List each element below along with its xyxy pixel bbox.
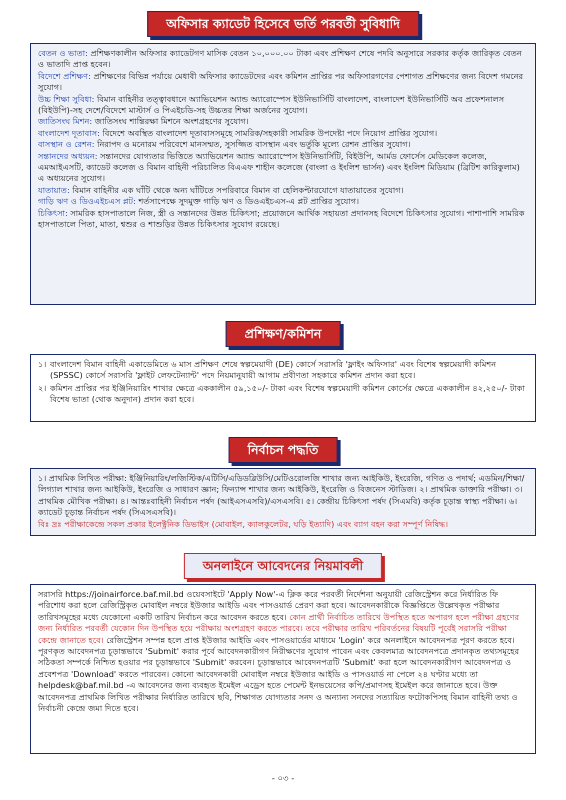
- training-item: ১। বাংলাদেশ বিমান বাহিনী একাডেমিতে ৬ মাস প্রশিক্ষণ শেষে স্বল্পমেয়াদী (DE) কোর্সে সরাসরি 'ফ্লাইং অফিসার' এবং বিশেষ স্বল্পমেয়াদী কমিশন (SPSSC) কোর্সে সরাসরি 'ফ্লাইট লেফটেন্যান্ট' পদে নিয়মানুযায়ী আগাম প্রবীণতা সহকারে কমিশন প্রদান করা হবে।: [38, 359, 497, 381]
- benefit-item: সন্তানদের অধ্যয়ন: সন্তানদের যোগ্যতার ভিত্তিতে অ্যাভিয়েশন অ্যান্ড অ্যারোস্পেস ইউনিভার্সিটি, বিইউপি, আর্মড ফোর্সেস মেডিকেল কলেজ, এমআইএসটি, ক্যাডেট কলেজ ও বিমান বাহিনী পরিচালিত বিএএফ শাহীন কলেজে (বাংলা ও ইংলিশ ভার্সন) এবং ইংলিশ মিডিয়াম (ব্রিটিশ কারিকুলাম) এ অধ্যয়নের সুযোগ।: [38, 150, 520, 184]
- benefit-item: যাতায়াত: বিমান বাহিনীর এক ঘাঁটি থেকে অন্য ঘাঁটিতে সপরিবারে বিমান বা হেলিকপ্টারযোগে যাতায়াতের সুযোগ।: [38, 184, 404, 195]
- benefit-item: গাড়ি ঋণ ও ডিওএইচএস প্লট: শর্তসাপেক্ষে সুদমুক্ত গাড়ি ঋণ ও ডিওএইচএস-এ প্লট প্রাপ্তির সুযোগ।: [38, 196, 360, 207]
- section-title-online-application: অনলাইনে আবেদনের নিয়মাবলী: [184, 553, 382, 579]
- page-number: - ০৩ -: [271, 774, 295, 784]
- benefit-item: উচ্চ শিক্ষা সুবিধা: বিমান বাহিনীর তত্ত্বাবধানে অ্যাভিয়েশন অ্যান্ড অ্যারোস্পেস ইউনিভার্সিটি বাংলাদেশ, বাংলাদেশ ইউনিভার্সিটি অব প্রফেশনালস (বিইউপি)-সহ দেশে/বিদেশে মাস্টার্স ও পিএইচডি-সহ উচ্চতর শিক্ষা অর্জনের সুযোগ।: [38, 93, 505, 116]
- application-warning: কোন প্রার্থী নির্বাচিত তারিখে উপস্থিত হতে অপারগ হলে পরীক্ষা গ্রহণের জন্য নির্ধারিত পরবর্তী যেকোন দিন উপস্থিত হয়ে পরীক্ষায় অংশগ্রহণ করতে পারবে। তবে পরীক্ষার তারিখ পরিবর্তনের বিষয়টি পূর্বেই সরাসরি পরীক্ষা কেন্দ্রে জানাতে হবে।: [38, 611, 520, 645]
- benefit-item: চিকিৎসা: সামরিক হাসপাতালে নিজ, স্ত্রী ও সন্তানদের উন্নত চিকিৎসা; প্রয়োজনে আর্থিক সহায়তা প্রদানসহ বিদেশে চিকিৎসার সুযোগ। পাশাপাশি সামরিক হাসপাতালে পিতা, মাতা, শ্বশুর ও শাশুড়ির উন্নত চিকিৎসার সুযোগ রয়েছে।: [38, 207, 525, 230]
- benefits-box: [30, 43, 536, 305]
- training-item: ২। কমিশন প্রাপ্তির পর ইঞ্জিনিয়ারিং শাখার ক্ষেত্রে এককালীন ৫৯,১৫০/- টাকা এবং বিশেষ স্বল্পমেয়াদী কমিশন কোর্সের ক্ষেত্রে এককালীন ৪২,২৫০/- টাকা বিশেষ ভাতা (থোক অনুদান) প্রদান করা হবে।: [38, 382, 525, 405]
- benefit-item: বাসস্থান ও রেশন: নিরাপদ ও মনোরম পরিবেশে মানসম্মত, সুসজ্জিত বাসস্থান এবং ভর্তুকি মূল্যে রেশন প্রাপ্তির সুযোগ।: [38, 139, 411, 150]
- benefit-item: বেতন ও ভাতা: প্রশিক্ষণকালীন অফিসার ক্যাডেটগণ মাসিক বেতন ১০,০০০.০০ টাকা এবং প্রশিক্ষণ শেষে পদবি অনুসারে সরকার কর্তৃক জারিকৃত বেতন ও ভাতাদি প্রাপ্ত হবেন।: [38, 48, 522, 70]
- benefit-item: বিদেশে প্রশিক্ষণ: প্রশিক্ষণের বিভিন্ন পর্যায়ে মেধাবী অফিসার ক্যাডেটদের এবং কমিশন প্রাপ্তির পর অফিসারগণের পেশাগত প্রশিক্ষণের জন্য বিদেশ গমনের সুযোগ।: [38, 70, 524, 93]
- section-title-selection: নির্বাচন পদ্ধতি: [229, 437, 338, 463]
- selection-box: [30, 468, 536, 536]
- selection-steps: ১। প্রাথমিক লিখিত পরীক্ষা: ইঞ্জিনিয়ারিং/লজিস্টিক/এটিসি/এডিডব্লিউসি/মেটিওরোলজি শাখার জন্য আইকিউ, ইংরেজি, গণিত ও পদার্থ; এডমিন/শিক্ষা/লিগ্যাল শাখার জন্য আইকিউ, ইংরেজি ও সাধারণ জ্ঞান; ফিন্যান্স শাখার জন্য আইকিউ, ইংরেজি ও বিজনেস স্টাডিজ। ২। প্রাথমিক ডাক্তারি পরীক্ষা। ৩। প্রাথমিক মৌখিক পরীক্ষা। ৪। আন্তঃবাহিনী নির্বাচন পর্ষদ (আইএসএসবি)/এসএসবি। ৫। কেন্দ্রীয় চিকিৎসা পর্ষদ (সিএমবি) কর্তৃক চূড়ান্ত স্বাস্থ্য পরীক্ষা। ৬। ক্যাডেট চূড়ান্ত নির্বাচন পর্ষদ (সিএসএসবি)।: [38, 473, 525, 518]
- application-box: [30, 584, 536, 754]
- application-text: সরাসরি https://joinairforce.baf.mil.bd ওয়েবসাইটে 'Apply Now'-এ ক্লিক করে পরবর্তী নির্দেশনা অনুযায়ী রেজিস্ট্রেশন করে নির্ধারিত ফি পরিশোধ করা হলে রেজিস্ট্রিকৃত মোবাইল নম্বরে ইউজার আইডি এবং পাসওয়ার্ড প্রেরণ করা হবে। আবেদনকারীকে বিজ্ঞপ্তিতে উল্লেখকৃত পরীক্ষার তারিখসমূহের মধ্যে যেকোনো একটি তারিখ নির্বাচন করে আবেদন করতে হবে। কোন প্রার্থী নির্বাচিত তারিখে উপস্থিত হতে অপারগ হলে পরীক্ষা গ্রহণের জন্য নির্ধারিত পরবর্তী যেকোন দিন উপস্থিত হয়ে পরীক্ষায় অংশগ্রহণ করতে পারবে। তবে পরীক্ষার তারিখ পরিবর্তনের বিষয়টি পূর্বেই সরাসরি পরীক্ষা কেন্দ্রে জানাতে হবে। রেজিস্ট্রেশন সম্পন্ন হলে প্রাপ্ত ইউজার আইডি এবং পাসওয়ার্ডের মাধ্যমে 'Login' করে অনলাইনে আবেদনপত্র পূরণ করতে হবে। পূরণকৃত আবেদনপত্র চূড়ান্তভাবে 'Submit' করার পূর্বে আবেদনকারীগণ নিরীক্ষণের সুযোগ পাবেন এবং কেবলমাত্র আবেদনপত্রে প্রদানকৃত তথ্যসমূহের সঠিকতা সম্পর্কে নিশ্চিত হওয়ার পর চূড়ান্তভাবে 'Submit' করবেন। চূড়ান্তভাবে আবেদনপত্রটি 'Submit' করা হলে আবেদনকারীগণ আবেদনপত্র ও প্রবেশপত্র 'Download' করতে পারবেন। কোনো আবেদনকারী মোবাইল নম্বরে ইউজার আইডি ও পাসওয়ার্ড না পেলে ২৪ ঘণ্টার মধ্যে তা helpdesk@baf.mil.bd -এ আবেদনের জন্য ব্যবহৃত ইমেইল এড্রেস হতে পেমেন্ট ইনভয়েসের কপি/প্রমাণসহ ইমেইল করে জানাতে হবে। উক্ত আবেদনপত্র প্রাথমিক লিখিত পরীক্ষার নির্ধারিত তারিখে ছবি, শিক্ষাগত যোগ্যতার সনদ ও অন্যান্য সনদের সত্যায়িত ফটোকপিসহ বিমান বাহিনী তথ্য ও নির্বাচনী কেন্দ্রে জমা দিতে হবে।: [38, 589, 520, 714]
- benefit-item: জাতিসংঘ মিশন: জাতিসংঘ শান্তিরক্ষা মিশনে অংশগ্রহণের সুযোগ।: [38, 116, 249, 127]
- training-box: [30, 354, 536, 422]
- benefit-item: বাংলাদেশ দূতাবাস: বিদেশে অবস্থিত বাংলাদেশ দূতাবাসসমূহে সামরিক/সহকারী সামরিক উপদেষ্টা পদে নিয়োগ প্রাপ্তির সুযোগ।: [38, 127, 438, 138]
- section-title-benefits: অফিসার ক্যাডেট হিসেবে ভর্তি পরবর্তী সুবিধাদি: [147, 11, 419, 37]
- selection-note: বিঃ দ্রঃ পরীক্ষাকেন্দ্রে সকল প্রকার ইলেক্ট্রনিক ডিভাইস (মোবাইল, ক্যালকুলেটর, ঘড়ি ইত্যাদি) এবং ব্যাগ বহন করা সম্পূর্ণ নিষিদ্ধ।: [38, 518, 449, 529]
- section-title-training: প্রশিক্ষণ/কমিশন: [226, 321, 341, 347]
